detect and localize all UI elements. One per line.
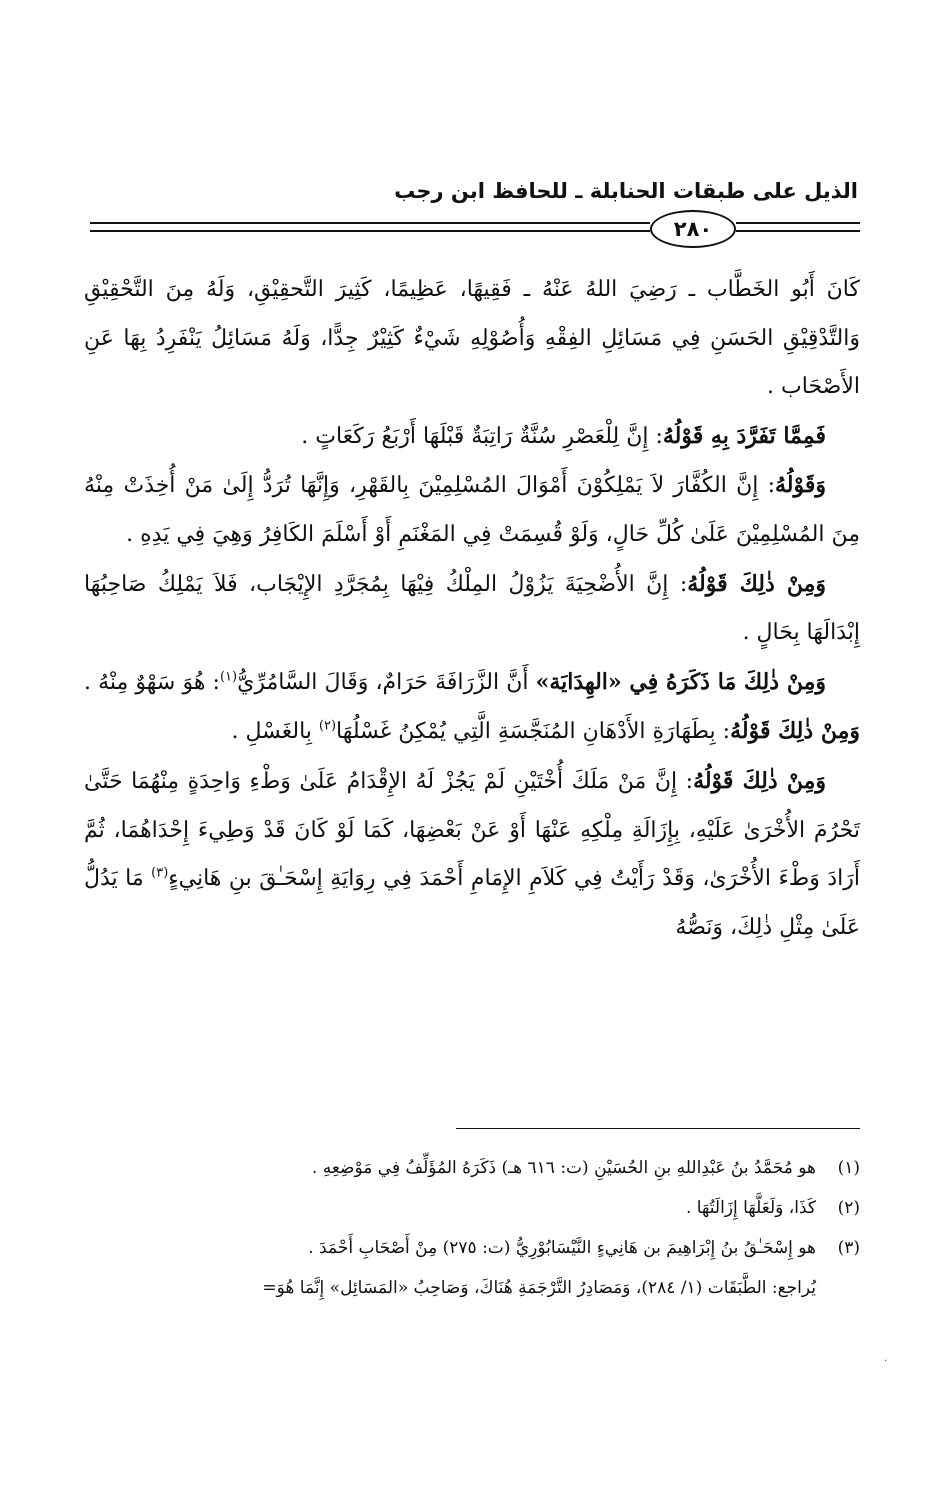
paragraph-3-lead: وَقَوْلُهُ xyxy=(774,472,826,499)
footnote-1-number: (١) xyxy=(837,1158,860,1178)
paragraph-4-text: : إِنَّ الأُضْحِيَةَ يَزُوْلُ المِلْكُ فِيْهَا بِمُجَرَّدِ الإِيْجَاب، فَلاَ يَمْلِكُ صَاحِبُهَا إِبْدَالَهَا بِحَالٍ . xyxy=(84,571,860,646)
footnote-3-number: (٣) xyxy=(837,1238,860,1258)
footnote-2-text: كَذَا، وَلَعَلَّهَا إِزَالَتُهَا . xyxy=(685,1198,816,1218)
header-rule-left-2 xyxy=(90,230,650,232)
footnotes xyxy=(84,1148,860,1308)
footnote-3-text: هو إِسْحَـٰقُ بنُ إِبْرَاهِيمَ بن هَانِيءٍ النَّيْسَابُوْرِيُّ (ت: ٢٧٥) مِنْ أَصْحَابِ أَحْمَدَ . xyxy=(308,1238,816,1258)
scan-speck: · xyxy=(884,1356,888,1367)
footnote-3 xyxy=(84,1228,860,1268)
paragraph-1 xyxy=(84,266,860,412)
main-text xyxy=(84,266,860,952)
paragraph-5-text-b: : هُوَ سَهْوٌ مِنْهُ . xyxy=(84,669,220,695)
paragraph-6 xyxy=(84,757,860,952)
paragraph-3-text: : إِنَّ الكُفَّارَ لاَ يَمْلِكُوْنَ أَمْوَالَ المُسْلِمِيْنَ بِالقَهْرِ، وَإِنَّهَا تُرَدُّ إِلَىٰ مَنْ أُخِذَتْ مِنْهُ مِنَ المُسْلِمِيْنَ عَلَىٰ كُلِّ حَالٍ، وَلَوْ قُسِمَتْ فِي المَغْنَمِ أَوْ أَسْلَمَ الكَافِرُ وَهِيَ فِي يَدِهِ . xyxy=(84,473,860,547)
paragraph-3 xyxy=(84,461,860,559)
footnote-ref-3: (٣) xyxy=(151,865,169,881)
paragraph-1-text: كَانَ أَبُو الخَطَّاب ـ رَضِيَ اللهُ عَنْهُ ـ فَقِيهًا، عَظِيمًا، كَثِيرَ التَّحقِيْقِ، وَلَهُ مِنَ التَّحْقِيْقِ وَالتَّدْقِيْقِ الحَسَنِ فِي مَسَائِلِ الفِقْهِ وَأُصُوْلِهِ شَيْءٌ كَثِيْرٌ جِدًّا، وَلَهُ مَسَائِلُ يَنْفَرِدُ بِهَا عَنِ الأَصْحَاب . xyxy=(84,277,860,400)
footnote-1 xyxy=(84,1148,860,1188)
paragraph-5-text-a: أَنَّ الزَّرَافَةَ حَرَامٌ، وَقَالَ السَّامُرِّيُّ xyxy=(237,669,536,695)
footnote-ref-2: (٢) xyxy=(318,719,337,735)
paragraph-6-text-b: مَا يَدُلُّ عَلَىٰ مِثْلِ ذٰلِكَ، وَنَصُّهُ xyxy=(84,866,860,940)
footnote-3-continuation: يُراجع: الطَّبَقَات (١/ ٢٨٤)، وَمَصَادِرُ التَّرْجَمَةِ هُنَاكَ، وَصَاحِبُ «المَسَائِل» إِنَّمَا هُوَ= xyxy=(262,1278,816,1298)
paragraph-2-text: : إِنَّ لِلْعَصْرِ سُنَّةٌ رَاتِبَةٌ قَبْلَهَا أَرْبَعُ رَكَعَاتٍ . xyxy=(301,423,663,449)
running-header: الذيل على طبقات الحنابلة ـ للحافظ ابن رجب xyxy=(394,179,858,203)
paragraph-6-lead: وَمِنْ ذٰلِكَ قَوْلُهُ xyxy=(693,767,827,794)
paragraph-4-lead: وَمِنْ ذٰلِكَ قَوْلُهُ xyxy=(687,570,826,597)
paragraph-2 xyxy=(84,412,860,462)
paragraph-5-lead: وَمِنْ ذٰلِكَ مَا ذَكَرَهُ فِي «الهِدَايَة» xyxy=(535,668,826,695)
paragraph-4 xyxy=(84,560,860,658)
footnote-1-text: هو مُحَمَّدُ بنُ عَبْدِاللهِ بنِ الحُسَيْنِ (ت: ٦١٦ هـ) ذَكَرَهُ المُؤَلِّفُ فِي مَوْضِعِهِ . xyxy=(311,1158,816,1178)
footnote-separator xyxy=(456,1128,860,1129)
paragraph-2-lead: فَمِمَّا تَفَرَّدَ بِهِ قَوْلُهُ xyxy=(662,422,826,449)
header-rule-right-2 xyxy=(736,230,860,232)
header-rule-left xyxy=(90,222,650,224)
page-number: ٢٨٠ xyxy=(650,210,736,248)
paragraph-5 xyxy=(84,658,860,757)
paragraph-5-text-d: بِالغَسْلِ . xyxy=(231,719,319,745)
footnote-2 xyxy=(84,1188,860,1228)
paragraph-5-text-c: : بِطَهَارَةِ الأَدْهَانِ المُنَجَّسَةِ الَّتِي يُمْكِنُ غَسْلُهَا xyxy=(336,719,731,745)
header-rule-right xyxy=(736,222,860,224)
footnote-2-number: (٢) xyxy=(837,1198,860,1218)
footnote-ref-1: (١) xyxy=(219,669,238,685)
paragraph-5-lead-2: وَمِنْ ذٰلِكَ قَوْلُهُ xyxy=(730,718,860,745)
paragraph-6-text-a: : إِنَّ مَنْ مَلَكَ أُخْتَيْنِ لَمْ يَجُزْ لَهُ الإِقْدَامُ عَلَىٰ وَطْءِ وَاحِدَةٍ مِنْهُمَا حَتَّىٰ تَحْرُمَ الأُخْرَىٰ عَلَيْهِ، بِإِزَالَةِ مِلْكِهِ عَنْهَا أَوْ عَنْ بَعْضِهَا، كَمَا لَوْ كَانَ قَدْ وَطِيءَ إِحْدَاهُمَا، ثُمَّ أَرَادَ وَطْءَ الأُخْرَىٰ، وَقَدْ رَأَيْتُ فِي كَلاَمِ الإِمَامِ أَحْمَدَ فِي رِوَايَةِ إِسْحَـٰقَ بنِ هَانِيءٍ xyxy=(84,768,860,892)
